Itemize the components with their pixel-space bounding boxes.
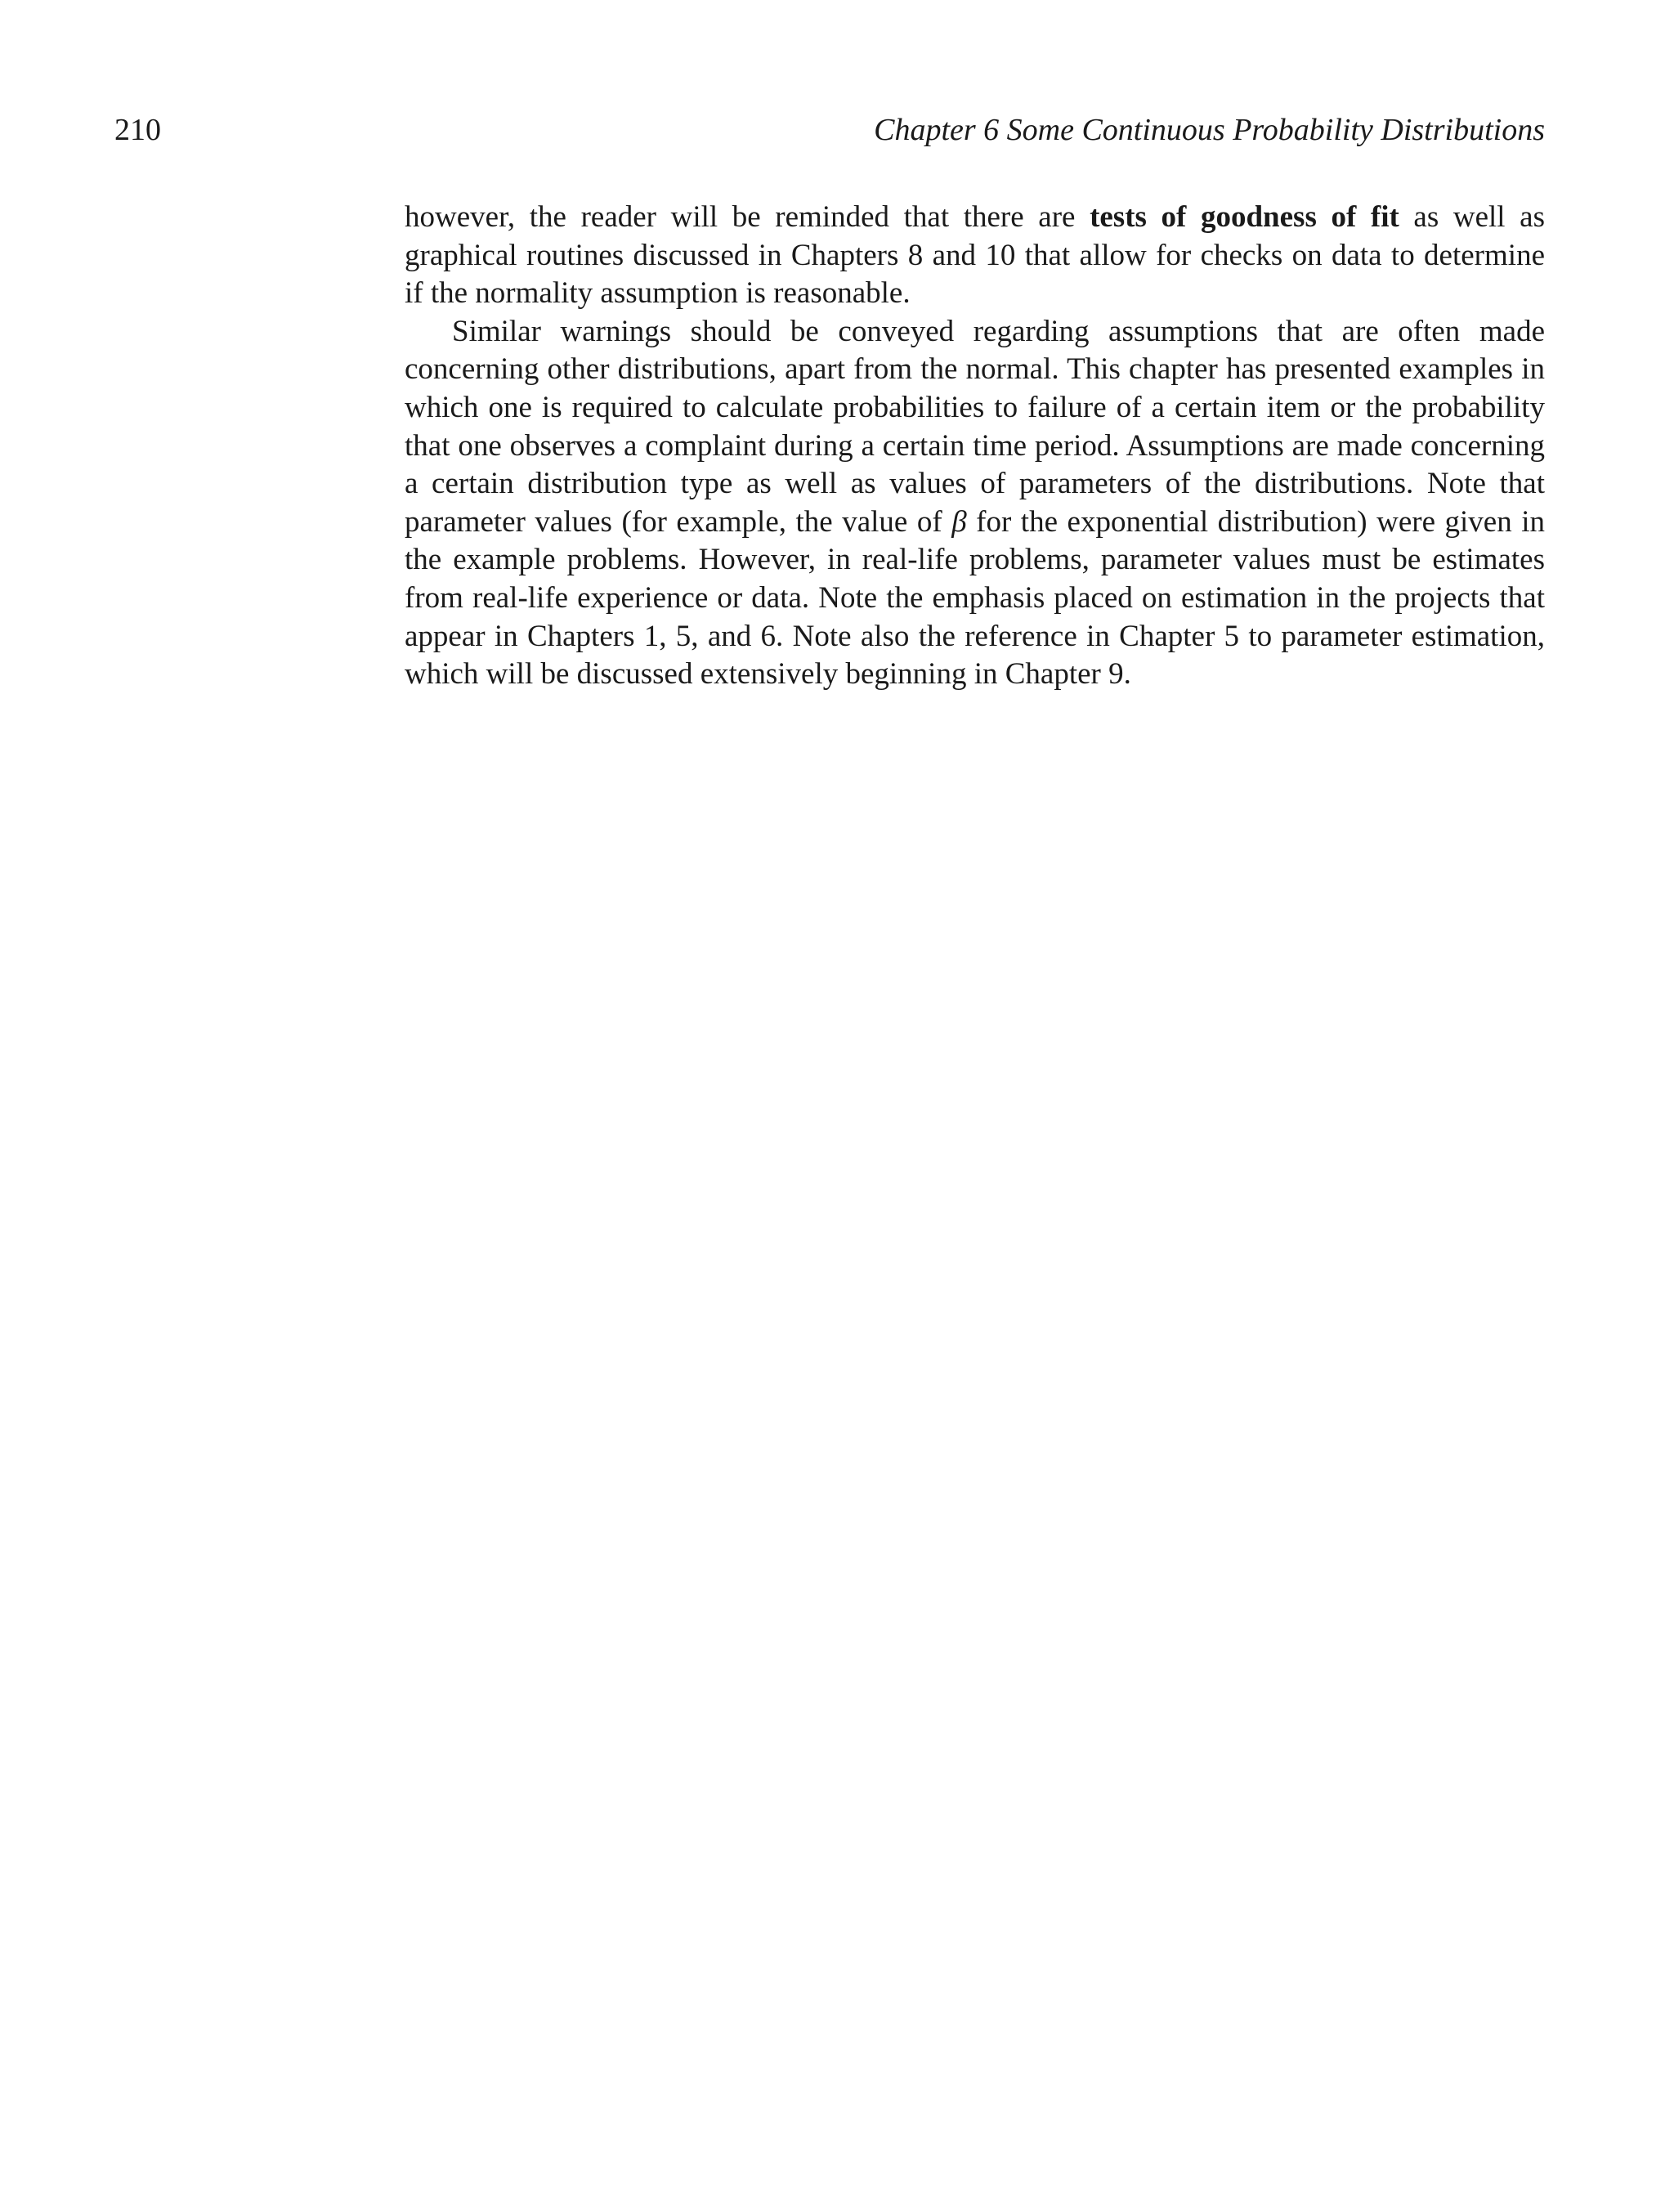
page-number: 210 <box>114 113 161 147</box>
body-text <box>405 199 1545 694</box>
beta-symbol: β <box>951 504 967 539</box>
bold-term-goodness-of-fit: tests of goodness of fit <box>1090 200 1399 234</box>
paragraph-goodness-of-fit <box>405 199 1545 313</box>
paragraph1-text-start: however, the reader will be reminded that there are <box>405 200 1090 234</box>
paragraph2-text-end: for the exponential distribution) were given in the example problems. However, in real-life problems, parameter values must be estimates from real-life experience or data. Note the emphasis placed on estimation in the projects that appear in Chapters 1, 5, and 6. Note also the reference in Chapter 5 to parameter estimation, which will be discussed extensively beginning in Chapter 9. <box>405 504 1545 692</box>
paragraph1-text-end: as well as graphical routines discussed in Chapters 8 and 10 that allow for checks on data to determine if the normality assumption is reasonable. <box>405 200 1545 311</box>
paragraph2-text-start: Similar warnings should be conveyed regarding assumptions that are often made concerning other distributions, apart from the normal. This chapter has presented examples in which one is required to calculate probabilities to failure of a certain item or the probability that one observes a complaint during a certain time period. Assumptions are made concerning a certain distribution type as well as values of parameters of the distributions. Note that parameter values (for example, the value of <box>405 314 1545 539</box>
chapter-title: Chapter 6 Some Continuous Probability Distributions <box>874 113 1545 147</box>
paragraph-assumption-warnings <box>405 313 1545 694</box>
running-head <box>114 108 1545 152</box>
